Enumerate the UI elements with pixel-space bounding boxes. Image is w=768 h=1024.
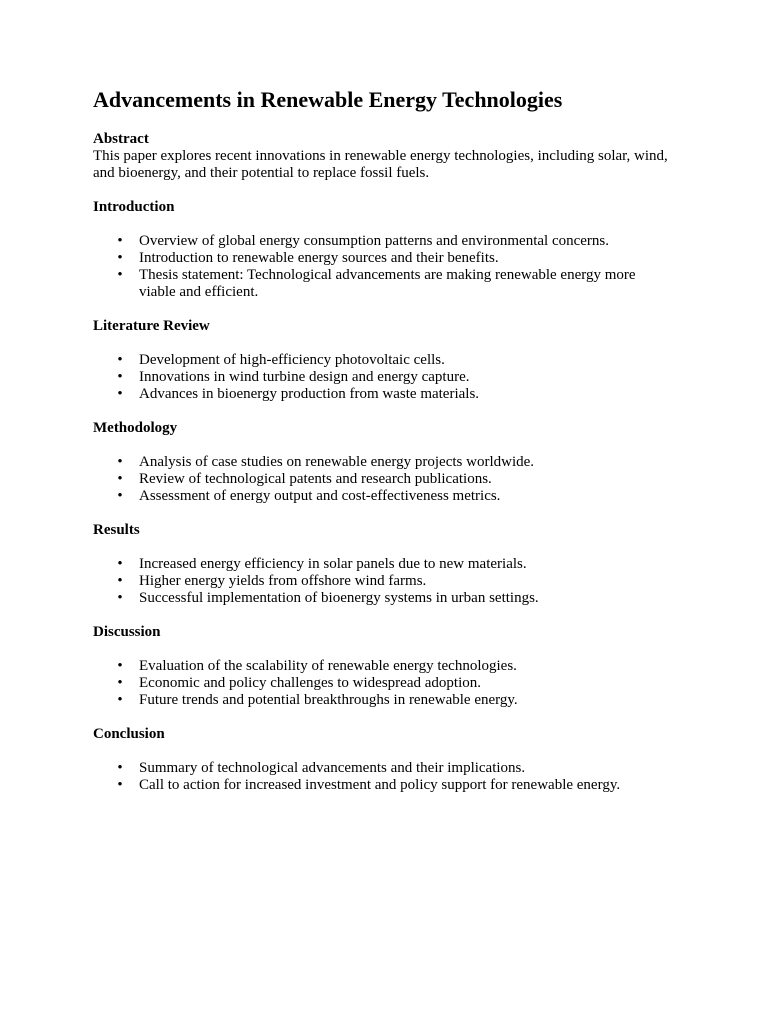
- list-item-text: Evaluation of the scalability of renewable energy technologies.: [139, 658, 517, 674]
- bullet-icon: •: [117, 267, 123, 283]
- bullet-list: [93, 658, 675, 709]
- bullet-icon: •: [117, 590, 123, 606]
- bullet-icon: •: [117, 777, 123, 793]
- list-item: [93, 352, 675, 369]
- list-item: [93, 760, 675, 777]
- section-introduction: [93, 199, 675, 301]
- bullet-icon: •: [117, 488, 123, 504]
- list-item: [93, 675, 675, 692]
- list-item: [93, 590, 675, 607]
- bullet-list: [93, 233, 675, 301]
- list-item: [93, 454, 675, 471]
- list-item: [93, 488, 675, 505]
- abstract-text: This paper explores recent innovations in renewable energy technologies, including solar, wind, and bioenergy, and their potential to replace fossil fuels.: [93, 148, 668, 181]
- list-item-text: Introduction to renewable energy sources and their benefits.: [139, 250, 499, 266]
- bullet-icon: •: [117, 386, 123, 402]
- list-item-text: Analysis of case studies on renewable energy projects worldwide.: [139, 454, 535, 470]
- section-heading: Introduction: [93, 199, 175, 215]
- list-item: [93, 471, 675, 488]
- bullet-list: [93, 556, 675, 607]
- bullet-icon: •: [117, 471, 123, 487]
- section-heading: Literature Review: [93, 318, 210, 334]
- section-results: [93, 522, 675, 607]
- bullet-icon: •: [117, 352, 123, 368]
- section-discussion: [93, 624, 675, 709]
- list-item: [93, 233, 675, 250]
- bullet-icon: •: [117, 556, 123, 572]
- abstract-heading: Abstract: [93, 131, 149, 147]
- bullet-icon: •: [117, 760, 123, 776]
- list-item: [93, 267, 675, 301]
- list-item-text: Summary of technological advancements and their implications.: [139, 760, 526, 776]
- abstract-section: [93, 131, 675, 182]
- list-item-text: Innovations in wind turbine design and energy capture.: [139, 369, 470, 385]
- list-item-text: Higher energy yields from offshore wind farms.: [139, 573, 427, 589]
- list-item: [93, 556, 675, 573]
- list-item: [93, 250, 675, 267]
- section-literature-review: [93, 318, 675, 403]
- list-item: [93, 386, 675, 403]
- list-item-text: Review of technological patents and research publications.: [139, 471, 492, 487]
- list-item-text: Increased energy efficiency in solar panels due to new materials.: [139, 556, 527, 572]
- section-heading: Conclusion: [93, 726, 165, 742]
- bullet-list: [93, 454, 675, 505]
- list-item-text: Economic and policy challenges to widespread adoption.: [139, 675, 481, 691]
- bullet-list: [93, 760, 675, 794]
- section-heading: Results: [93, 522, 140, 538]
- list-item: [93, 573, 675, 590]
- bullet-icon: •: [117, 692, 123, 708]
- list-item: [93, 658, 675, 675]
- list-item-text: Advances in bioenergy production from waste materials.: [139, 386, 480, 402]
- bullet-icon: •: [117, 454, 123, 470]
- list-item-text: Future trends and potential breakthroughs in renewable energy.: [139, 692, 518, 708]
- list-item-text: Development of high-efficiency photovoltaic cells.: [139, 352, 445, 368]
- section-heading: Methodology: [93, 420, 178, 436]
- bullet-list: [93, 352, 675, 403]
- section-conclusion: [93, 726, 675, 794]
- list-item: [93, 369, 675, 386]
- bullet-icon: •: [117, 573, 123, 589]
- list-item: [93, 777, 675, 794]
- list-item-text: Call to action for increased investment and policy support for renewable energy.: [139, 777, 621, 793]
- bullet-icon: •: [117, 658, 123, 674]
- list-item-text: Overview of global energy consumption patterns and environmental concerns.: [139, 233, 610, 249]
- bullet-icon: •: [117, 250, 123, 266]
- list-item-text: Thesis statement: Technological advancements are making renewable energy more viable and efficient.: [139, 267, 636, 300]
- bullet-icon: •: [117, 675, 123, 691]
- section-methodology: [93, 420, 675, 505]
- bullet-icon: •: [117, 369, 123, 385]
- list-item-text: Successful implementation of bioenergy systems in urban settings.: [139, 590, 539, 606]
- section-heading: Discussion: [93, 624, 161, 640]
- list-item: [93, 692, 675, 709]
- document-title: Advancements in Renewable Energy Technologies: [93, 87, 563, 112]
- bullet-icon: •: [117, 233, 123, 249]
- list-item-text: Assessment of energy output and cost-effectiveness metrics.: [139, 488, 501, 504]
